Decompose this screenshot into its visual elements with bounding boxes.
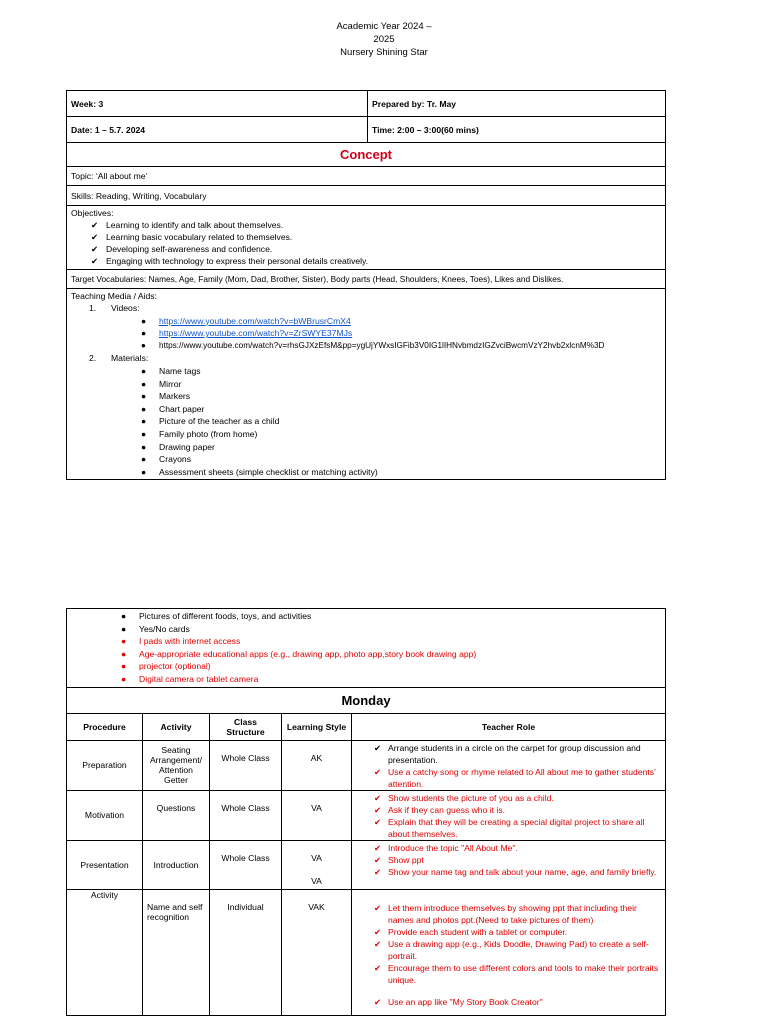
video-link-item[interactable]: ● https://www.youtube.com/watch?v=ZrSWYE37MJs	[141, 328, 353, 339]
procedure-cell: Motivation	[67, 790, 143, 840]
video-link-2[interactable]: https://www.youtube.com/watch?v=ZrSWYE37MJs	[159, 328, 353, 339]
activity-cell: Introduction	[143, 840, 210, 889]
checkmark-icon: ✔	[91, 244, 99, 254]
checkmark-icon: ✔	[374, 804, 382, 815]
date-cell: Date: 1 – 5.7. 2024	[67, 117, 368, 143]
video-link-item[interactable]: ● https://www.youtube.com/watch?v=bWBrusrCmX4	[141, 315, 351, 326]
time-cell: Time: 2:00 – 3:00(60 mins)	[368, 117, 666, 143]
document-header	[0, 20, 768, 59]
checkmark-icon: ✔	[374, 926, 382, 937]
class-name: Nursery Shining Star	[340, 47, 428, 58]
academic-year-line1: Academic Year 2024 –	[336, 21, 432, 32]
role-item: ✔ Use a catchy song or rhyme related to All about me to gather students' attention.	[374, 766, 656, 789]
table-row	[67, 790, 666, 840]
role-item: ✔ Explain that they will be creating a special digital project to share all about themselves.	[374, 816, 645, 839]
material-item: ● Mirror	[141, 378, 182, 389]
materials-label: Materials:	[111, 353, 149, 364]
material-item: ● Name tags	[141, 365, 201, 376]
objective-item: ✔ Engaging with technology to express their personal details creatively.	[91, 256, 369, 266]
checkmark-icon: ✔	[91, 232, 99, 242]
materials-section	[71, 352, 661, 478]
col-header-teacher-role: Teacher Role	[352, 713, 666, 740]
extra-materials-list	[71, 610, 661, 686]
procedure-cell: Presentation	[67, 840, 143, 889]
checkmark-icon: ✔	[374, 962, 382, 973]
style-cell: VA	[282, 790, 352, 840]
material-item: ● projector (optional)	[121, 661, 211, 672]
objectives-cell	[67, 206, 666, 270]
structure-cell: Whole Class	[210, 740, 282, 790]
checkmark-icon: ✔	[374, 766, 382, 777]
role-item: ✔ Show ppt	[374, 854, 424, 865]
style-cell: VAK	[282, 889, 352, 1015]
col-header-structure: Class Structure	[210, 713, 282, 740]
checkmark-icon: ✔	[374, 902, 382, 913]
style-value-2: VA	[311, 875, 322, 886]
material-item: ● Digital camera or tablet camera	[121, 673, 259, 684]
structure-cell: Whole Class	[210, 840, 282, 889]
prepared-by-cell: Prepared by: Tr. May	[368, 91, 666, 117]
teacher-role-cell	[352, 889, 666, 1015]
material-item: ● Family photo (from home)	[141, 428, 258, 439]
media-list	[71, 302, 661, 478]
role-item: ✔ Show students the picture of you as a child.	[374, 792, 554, 803]
topic-cell: Topic: ‘All about me’	[67, 167, 666, 186]
day-title: Monday	[67, 687, 666, 713]
material-item: ● Age-appropriate educational apps (e.g., drawing app, photo app,story book drawing app)	[121, 648, 477, 659]
checkmark-icon: ✔	[374, 938, 382, 949]
material-item: ● Chart paper	[141, 403, 205, 414]
procedure-cell: Preparation	[67, 740, 143, 790]
video-link-1[interactable]: https://www.youtube.com/watch?v=bWBrusrCmX4	[159, 315, 351, 326]
material-item: ● Crayons	[141, 454, 191, 465]
role-item: ✔ Let them introduce themselves by showing ppt that including their names and photos ppt.(Need to take pictures of them)	[374, 902, 637, 925]
col-header-procedure: Procedure	[67, 713, 143, 740]
teacher-role-cell	[352, 840, 666, 889]
role-item: ✔ Use a drawing app (e.g., Kids Doodle, Drawing Pad) to create a self-portrait.	[374, 938, 649, 961]
objective-item: ✔ Learning to identify and talk about themselves.	[91, 220, 284, 230]
role-item: ✔ Show your name tag and talk about your name, age, and family briefly.	[374, 866, 657, 877]
academic-year-line2: 2025	[373, 34, 395, 45]
lesson-plan-table	[66, 90, 666, 480]
materials-list	[91, 365, 661, 478]
video-link-3[interactable]: https://www.youtube.com/watch?v=rhsGJXzEfsM&pp=ygUjYWxsIGFib3V0IG1lIHNvbmdzIGZvciBwcmVzY2hvb2xlcnM%3D	[159, 340, 605, 350]
style-cell: AK	[282, 740, 352, 790]
teacher-role-cell	[352, 790, 666, 840]
objective-item: ✔ Learning basic vocabulary related to themselves.	[91, 232, 293, 242]
material-item: ● Markers	[141, 391, 191, 402]
role-item: ✔ Arrange students in a circle on the carpet for group discussion and presentation.	[374, 742, 641, 765]
video-links	[91, 315, 661, 353]
role-item: ✔ Ask if they can guess who it is.	[374, 804, 506, 815]
role-item: ✔ Provide each student with a tablet or computer.	[374, 926, 568, 937]
table-row	[67, 740, 666, 790]
role-item: ✔ Introduce the topic "All About Me".	[374, 842, 518, 853]
checkmark-icon: ✔	[91, 256, 99, 266]
material-item: ● Yes/No cards	[121, 623, 190, 634]
checkmark-icon: ✔	[91, 220, 99, 230]
checkmark-icon: ✔	[374, 854, 382, 865]
checkmark-icon: ✔	[374, 842, 382, 853]
material-item: ● Picture of the teacher as a child	[141, 416, 280, 427]
table-row	[67, 840, 666, 889]
activity-cell: Questions	[143, 790, 210, 840]
checkmark-icon: ✔	[374, 742, 382, 753]
checkmark-icon: ✔	[374, 816, 382, 827]
teaching-media-label: Teaching Media / Aids:	[71, 291, 157, 301]
objectives-label: Objectives:	[71, 208, 114, 218]
checkmark-icon: ✔	[374, 792, 382, 803]
skills-cell: Skills: Reading, Writing, Vocabulary	[67, 186, 666, 206]
col-header-style: Learning Style	[282, 713, 352, 740]
target-vocab-cell: Target Vocabularies: Names, Age, Family (Mom, Dad, Brother, Sister), Body parts (Head, Shoulders, Knees, Toes), Likes and Dislikes.	[67, 270, 666, 289]
role-item: ✔ Use an app like "My Story Book Creator"	[374, 996, 543, 1007]
objectives-list	[71, 219, 661, 267]
material-item: ● Pictures of different foods, toys, and activities	[121, 611, 312, 621]
structure-cell: Individual	[210, 889, 282, 1015]
week-cell: Week: 3	[67, 91, 368, 117]
checkmark-icon: ✔	[374, 866, 382, 877]
materials-number: 2.	[89, 353, 97, 364]
material-item: ● Drawing paper	[141, 441, 215, 452]
monday-table	[66, 608, 666, 1016]
video-link-item[interactable]: ● https://www.youtube.com/watch?v=rhsGJXzEfsM&pp=ygUjYWxsIGFib3V0IG1lIHNvbmdzIGZvciBwcmVzY2hvb2xlcnM%3D	[141, 340, 605, 350]
style-cell	[282, 840, 352, 889]
checkmark-icon: ✔	[374, 996, 382, 1007]
activity-cell: Seating Arrangement/ Attention Getter	[143, 740, 210, 790]
extra-materials-cell	[67, 609, 666, 688]
teacher-role-cell	[352, 740, 666, 790]
col-header-activity: Activity	[143, 713, 210, 740]
table-row	[67, 889, 666, 1015]
videos-number: 1.	[89, 303, 97, 313]
material-item: ● Assessment sheets (simple checklist or matching activity)	[141, 466, 378, 477]
videos-label: Videos:	[111, 303, 140, 313]
material-item: ● I pads with internet access	[121, 636, 241, 647]
role-item: ✔ Encourage them to use different colors and tools to make their portraits unique.	[374, 962, 659, 985]
activity-cell: Name and self recognition	[143, 889, 210, 1015]
procedure-cell: Activity	[67, 889, 143, 1015]
concept-title: Concept	[67, 143, 666, 167]
videos-section	[71, 302, 661, 352]
teaching-media-cell	[67, 289, 666, 480]
structure-cell: Whole Class	[210, 790, 282, 840]
style-value: VA	[311, 852, 322, 863]
objective-item: ✔ Developing self-awareness and confidence.	[91, 244, 273, 254]
